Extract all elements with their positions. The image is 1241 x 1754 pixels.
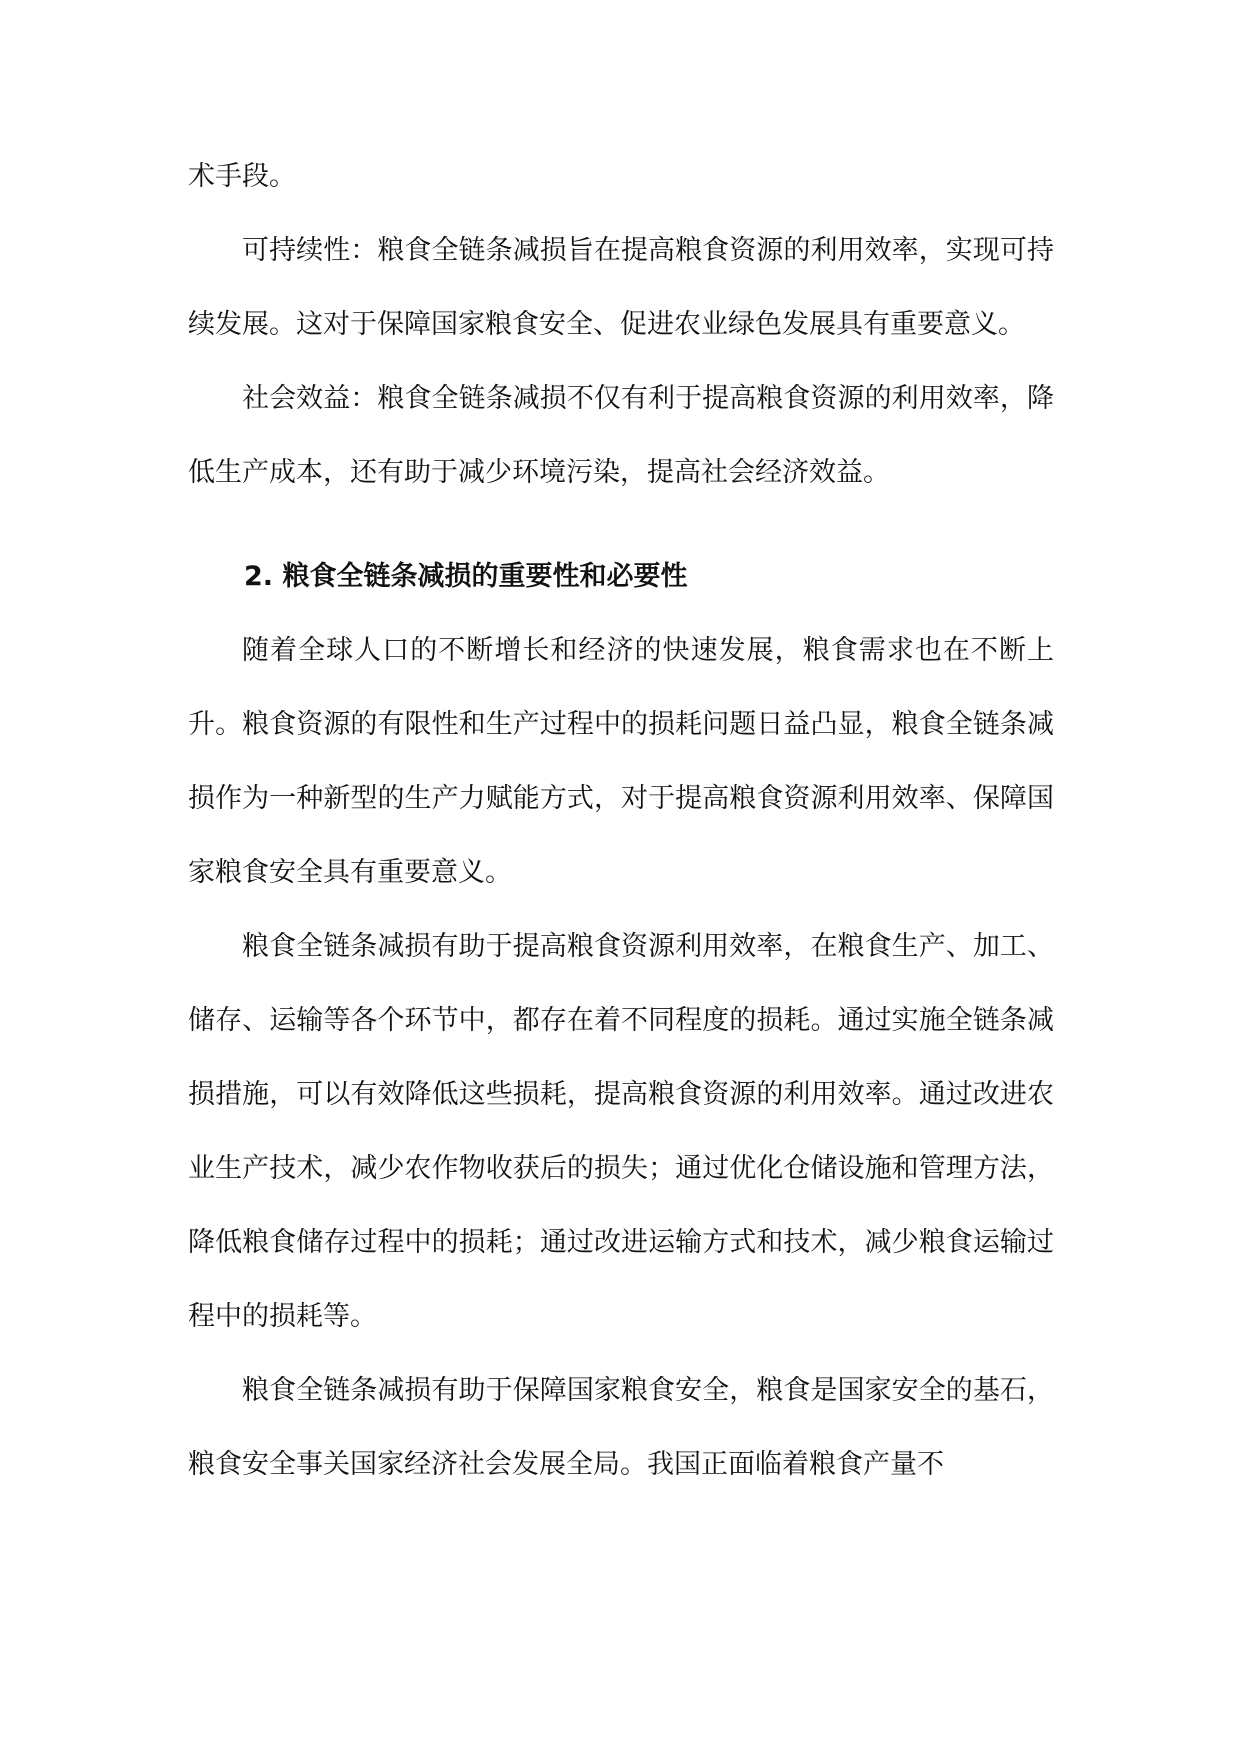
section-heading: 2. 粮食全链条减损的重要性和必要性 [244, 561, 688, 592]
paragraph-background: 随着全球人口的不断增长和经济的快速发展，粮食需求也在不断上升。粮食资源的有限性和生产过程中的损耗问题日益凸显，粮食全链条减损作为一种新型的生产力赋能方式，对于提高粮食资源利用效率、保障国家粮食安全具有重要意义。 [188, 635, 1054, 888]
paragraph-social-benefit: 社会效益：粮食全链条减损不仅有利于提高粮食资源的利用效率，降低生产成本，还有助于减少环境污染，提高社会经济效益。 [188, 383, 1054, 488]
document-body [188, 140, 1054, 1502]
paragraph-food-security: 粮食全链条减损有助于保障国家粮食安全，粮食是国家安全的基石，粮食安全事关国家经济社会发展全局。我国正面临着粮食产量不 [188, 1375, 1054, 1480]
paragraph-efficiency: 粮食全链条减损有助于提高粮食资源利用效率，在粮食生产、加工、储存、运输等各个环节中，都存在着不同程度的损耗。通过实施全链条减损措施，可以有效降低这些损耗，提高粮食资源的利用效率。通过改进农业生产技术，减少农作物收获后的损失；通过优化仓储设施和管理方法，降低粮食储存过程中的损耗；通过改进运输方式和技术，减少粮食运输过程中的损耗等。 [188, 931, 1054, 1332]
paragraph-sustainability: 可持续性：粮食全链条减损旨在提高粮食资源的利用效率，实现可持续发展。这对于保障国家粮食安全、促进农业绿色发展具有重要意义。 [188, 235, 1054, 340]
paragraph-continuation: 术手段。 [188, 161, 296, 192]
